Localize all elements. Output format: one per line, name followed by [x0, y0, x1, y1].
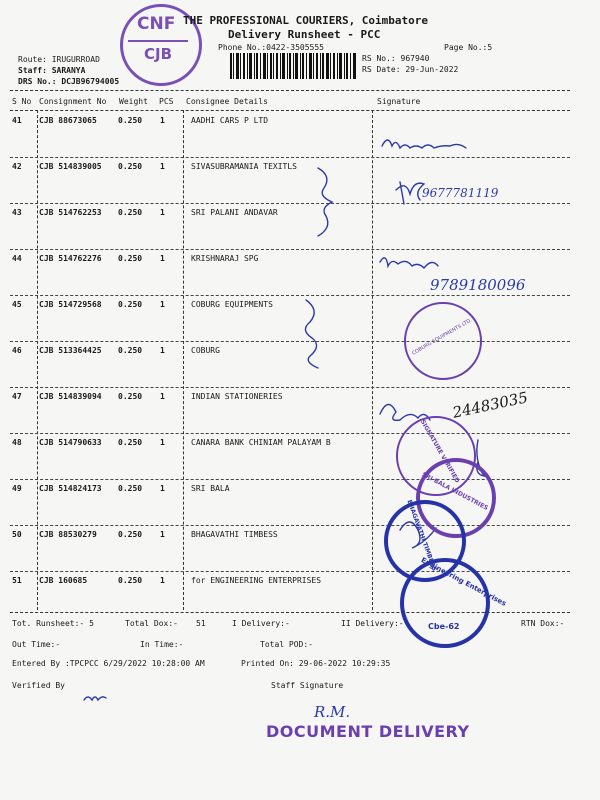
- row-weight: 0.250: [118, 484, 143, 493]
- staff-signature-label: Staff Signature: [271, 681, 344, 690]
- row-consignment: CJB 514762276: [39, 254, 102, 263]
- row-weight: 0.250: [118, 438, 143, 447]
- logo-top-text: CNF: [137, 14, 176, 34]
- verified-by-scribble: [84, 697, 106, 700]
- rs-date: RS Date: 29-Jun-2022: [362, 65, 459, 74]
- bracket-row-45: [305, 300, 318, 368]
- coburg-stamp: [404, 302, 482, 380]
- row-sno: 45: [12, 300, 22, 309]
- col-header-consignee: Consignee Details: [186, 97, 268, 106]
- entered-by: Entered By :TPCPCC 6/29/2022 10:28:00 AM: [12, 659, 205, 668]
- page-number: Page No.:5: [444, 43, 493, 52]
- col-header-pcs: PCS: [159, 97, 174, 106]
- document-delivery-stamp: DOCUMENT DELIVERY: [266, 722, 470, 741]
- engineering-stamp-text: Engineering Enterprises: [419, 556, 508, 608]
- signature-row-42: [396, 182, 424, 204]
- timbers-stamp-text: BHAGAVATHI TIMBERS: [405, 498, 438, 573]
- row-weight: 0.250: [118, 116, 143, 125]
- row-weight: 0.250: [118, 300, 143, 309]
- row-pcs: 1: [160, 300, 165, 309]
- rtn-dox: RTN Dox:-: [521, 619, 565, 628]
- row-consignment: CJB 88530279: [39, 530, 97, 539]
- row-consignment: CJB 514729568: [39, 300, 102, 309]
- col-header-signature: Signature: [377, 97, 421, 106]
- i-delivery: I Delivery:-: [232, 619, 290, 628]
- row-consignee: COBURG: [191, 346, 220, 355]
- row-consignee: for ENGINEERING ENTERPRISES: [191, 576, 322, 585]
- total-dox-value: 51: [196, 619, 206, 628]
- col-header-consignment: Consignment No: [39, 97, 107, 106]
- row-consignee: INDIAN STATIONERIES: [191, 392, 283, 401]
- row-pcs: 1: [160, 484, 165, 493]
- staff-name: Staff: SARANYA: [18, 66, 86, 75]
- ii-delivery: II Delivery:-: [341, 619, 404, 628]
- row-consignment: CJB 514790633: [39, 438, 102, 447]
- row-consignee: COBURG EQUIPMENTS: [191, 300, 273, 309]
- row-consignee: BHAGAVATHI TIMBESS: [191, 530, 278, 539]
- row-weight: 0.250: [118, 162, 143, 171]
- row-consignee: SRI BALA: [191, 484, 230, 493]
- rs-number: RS No.: 967940: [362, 54, 430, 63]
- row-weight: 0.250: [118, 530, 143, 539]
- row-consignment: CJB 514839005: [39, 162, 102, 171]
- total-dox-label: Total Dox:-: [125, 619, 178, 628]
- company-name: THE PROFESSIONAL COURIERS, Coimbatore: [183, 14, 429, 27]
- row-pcs: 1: [160, 208, 165, 217]
- row-sno: 46: [12, 346, 22, 355]
- row-consignment: CJB 160685: [39, 576, 88, 585]
- in-time: In Time:-: [140, 640, 184, 649]
- printed-on: Printed On: 29-06-2022 10:29:35: [241, 659, 391, 668]
- row-consignment: CJB 514824173: [39, 484, 102, 493]
- row-consignee: SRI PALANI ANDAVAR: [191, 208, 278, 217]
- row-weight: 0.250: [118, 392, 143, 401]
- phone-number: Phone No.:0422-3505555: [218, 43, 324, 52]
- verified-by: Verified By: [12, 681, 65, 690]
- row-sno: 49: [12, 484, 22, 493]
- row-consignment: CJB 513364425: [39, 346, 102, 355]
- logo-bottom-text: CJB: [144, 45, 173, 63]
- row-pcs: 1: [160, 530, 165, 539]
- footer-top-rule: [10, 612, 570, 613]
- row-sno: 48: [12, 438, 22, 447]
- out-time: Out Time:-: [12, 640, 61, 649]
- row-sno: 43: [12, 208, 22, 217]
- drs-number: DRS No.: DCJB96794005: [18, 77, 120, 86]
- canara-stamp-text: SIGNATURE VERIFIED: [418, 418, 461, 485]
- row-consignee: AADHI CARS P LTD: [191, 116, 269, 125]
- row-sno: 44: [12, 254, 22, 263]
- row-weight: 0.250: [118, 208, 143, 217]
- signature-row-41: [382, 140, 466, 148]
- handwritten-phone-row-47: 24483035: [450, 388, 530, 422]
- total-pod: Total POD:-: [260, 640, 313, 649]
- coburg-stamp-text: COBURG EQUIPMENTS LTD.: [411, 317, 474, 357]
- row-pcs: 1: [160, 346, 165, 355]
- row-consignment: CJB 514839094: [39, 392, 102, 401]
- row-pcs: 1: [160, 392, 165, 401]
- col-header-weight: Weight: [119, 97, 148, 106]
- row-pcs: 1: [160, 162, 165, 171]
- document-title: Delivery Runsheet - PCC: [228, 28, 381, 41]
- row-pcs: 1: [160, 116, 165, 125]
- row-pcs: 1: [160, 254, 165, 263]
- row-pcs: 1: [160, 438, 165, 447]
- handwritten-phone-row-44: 9789180096: [430, 276, 526, 294]
- row-consignee: CANARA BANK CHINIAM PALAYAM B: [191, 438, 331, 447]
- route: Route: IRUGURROAD: [18, 55, 100, 64]
- row-consignment: CJB 88673065: [39, 116, 97, 125]
- sri-bala-stamp-text: SRI BALA INDUSTRIES: [420, 471, 490, 512]
- col-header-sno: S No: [12, 97, 32, 106]
- row-sno: 47: [12, 392, 22, 401]
- row-sno: 42: [12, 162, 22, 171]
- total-runsheet: Tot. Runsheet:- 5: [12, 619, 94, 628]
- row-consignee: KRISHNARAJ SPG: [191, 254, 259, 263]
- staff-handwritten-mark: R.M.: [314, 703, 351, 721]
- row-weight: 0.250: [118, 576, 143, 585]
- row-weight: 0.250: [118, 254, 143, 263]
- handwritten-phone-row-42: 9677781119: [422, 186, 499, 200]
- row-pcs: 1: [160, 576, 165, 585]
- bracket-row-42: [318, 168, 332, 236]
- row-weight: 0.250: [118, 346, 143, 355]
- row-sno: 41: [12, 116, 22, 125]
- row-sno: 50: [12, 530, 22, 539]
- row-consignment: CJB 514762253: [39, 208, 102, 217]
- row-sno: 51: [12, 576, 22, 585]
- signature-row-44: [380, 258, 438, 268]
- engineering-stamp-city: Cbe-62: [428, 622, 460, 631]
- row-consignee: SIVASUBRAMANIA TEXITLS: [191, 162, 297, 171]
